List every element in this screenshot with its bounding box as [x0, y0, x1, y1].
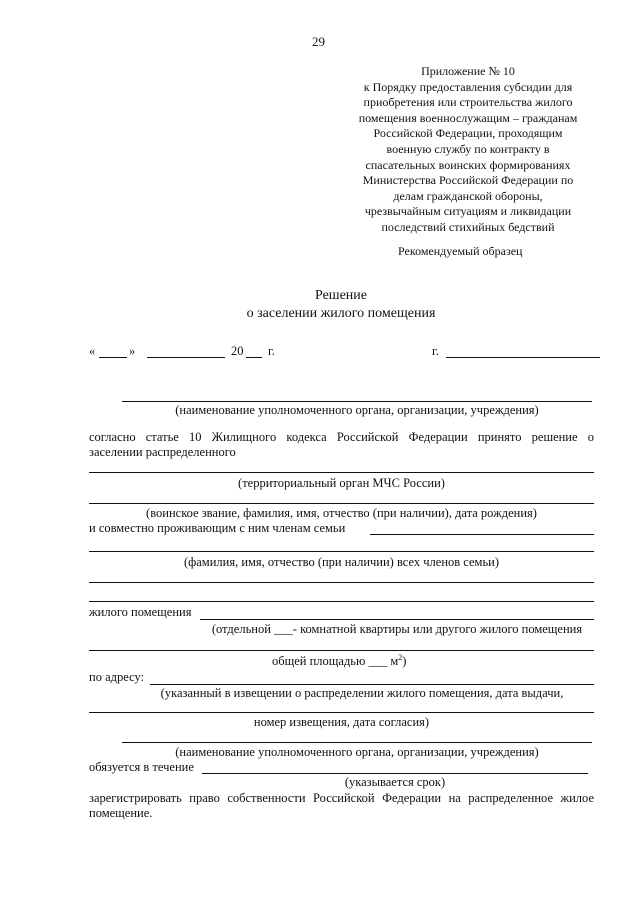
term-caption: (указывается срок): [344, 775, 446, 789]
serviceman-caption: (воинское звание, фамилия, имя, отчество (при наличии), дата рождения): [146, 506, 537, 520]
according-line-2: заселении распределенного: [89, 445, 236, 459]
territorial-field[interactable]: [89, 472, 594, 473]
year-suffix: г.: [268, 344, 275, 358]
address-label: по адресу:: [89, 670, 145, 684]
area-text: общей площадью ___ м: [272, 654, 399, 669]
authority2-field[interactable]: [122, 742, 592, 743]
term-field[interactable]: [202, 773, 588, 774]
appendix-line: Приложение № 10: [421, 64, 515, 78]
authority-caption: (наименование уполномоченного органа, организации, учреждения): [175, 403, 539, 417]
according-paragraph: [89, 430, 594, 460]
apartment-caption: (отдельной ___- комнатной квартиры или другого жилого помещения: [211, 622, 583, 636]
family-field-2[interactable]: [89, 582, 594, 583]
register-line-2: помещение.: [89, 806, 153, 820]
area-line[interactable]: [89, 650, 594, 651]
date-open-quote: «: [89, 344, 96, 358]
month-field[interactable]: [147, 357, 225, 358]
appendix-line: Российской Федерации, проходящим: [373, 126, 563, 141]
city-field[interactable]: [446, 357, 600, 358]
appendix-block: [352, 64, 584, 236]
appendix-line: последствий стихийных бедствий: [381, 219, 555, 234]
appendix-line: делам гражданской обороны,: [393, 188, 543, 203]
register-line-1: зарегистрировать право собственности Российской Федерации на распределенное жилое: [89, 791, 594, 805]
obliges-label: обязуется в течение: [89, 760, 194, 774]
address-field[interactable]: [150, 684, 594, 685]
appendix-line: спасательных воинских формированиях: [365, 157, 571, 172]
year-field[interactable]: [246, 357, 262, 358]
family-field[interactable]: [89, 551, 594, 552]
serviceman-field[interactable]: [89, 503, 594, 504]
appendix-line: к Порядку предоставления субсидии для: [363, 79, 573, 94]
dwelling-field[interactable]: [200, 619, 594, 620]
family-caption: (фамилия, имя, отчество (при наличии) всех членов семьи): [183, 555, 499, 569]
appendix-line: помещения военнослужащим – гражданам: [358, 110, 578, 125]
authority-field[interactable]: [122, 401, 592, 402]
date-close-quote: »: [129, 344, 136, 358]
document-subtitle: о заселении жилого помещения: [246, 306, 436, 321]
register-paragraph: [89, 791, 594, 821]
day-field[interactable]: [99, 357, 127, 358]
recommended-sample: Рекомендуемый образец: [398, 244, 523, 258]
area-superscript: 2: [398, 653, 403, 662]
appendix-line: военную службу по контракту в: [386, 141, 550, 156]
year-prefix: 20: [231, 344, 244, 358]
area-caption: [272, 653, 406, 669]
authority2-caption: (наименование уполномоченного органа, организации, учреждения): [175, 745, 539, 759]
notice-caption: (указанный в извещении о распределении жилого помещения, дата выдачи,: [160, 686, 564, 700]
territorial-caption: (территориальный орган МЧС России): [238, 476, 445, 490]
appendix-line: Министерства Российской Федерации по: [362, 173, 574, 188]
notice-field[interactable]: [89, 712, 594, 713]
page-number: 29: [312, 34, 325, 49]
cohabiting-label: и совместно проживающим с ним членам семьи: [89, 521, 346, 535]
notice-caption-2: номер извещения, дата согласия): [253, 715, 430, 729]
appendix-line: чрезвычайным ситуациям и ликвидации: [364, 204, 572, 219]
area-close: ): [402, 654, 407, 669]
family-field-3[interactable]: [89, 601, 594, 602]
cohabiting-field[interactable]: [370, 534, 594, 535]
document-title: Решение: [314, 288, 367, 303]
city-prefix: г.: [432, 344, 439, 358]
appendix-line: приобретения или строительства жилого: [363, 95, 573, 110]
dwelling-label: жилого помещения: [89, 605, 192, 619]
according-line-1: согласно статье 10 Жилищного кодекса Российской Федерации принято решение о: [89, 430, 594, 444]
